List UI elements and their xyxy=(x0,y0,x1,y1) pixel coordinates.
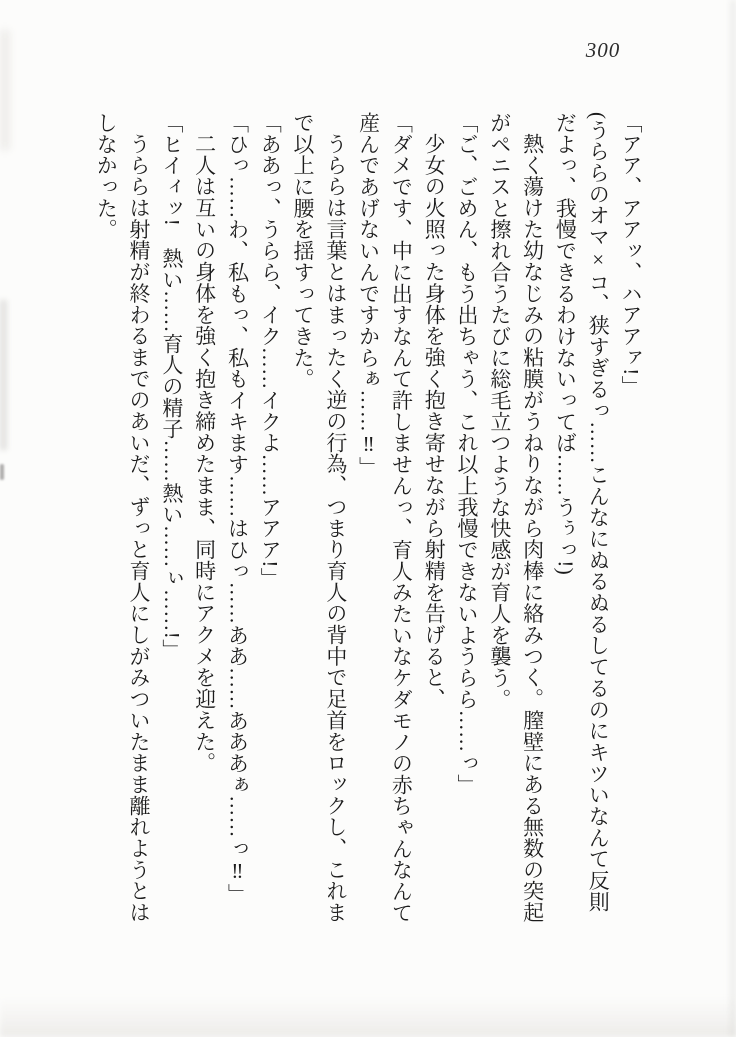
text-column: うららは言葉とはまったく逆の行為、つまり育人の背中で足首をロックし、これま xyxy=(323,133,348,923)
text-column: だよっ、我慢できるわけないってば……うぅっ!) xyxy=(553,112,578,576)
text-column: 「ヒイィッ! 熱い……育人の精子……熱い……ぃ……!」 xyxy=(159,112,184,661)
text-column: 二人は互いの身体を強く抱き締めたまま、同時にアクメを迎えた。 xyxy=(192,133,217,774)
text-column: (うららのオマ×コ、狭すぎるっ……こんなにぬるぬるしてるのにキツいなんて反則 xyxy=(586,112,611,913)
scan-smudge xyxy=(0,30,10,150)
text-column: 「ああっ、うらら、イク……イクよ……アアア!」 xyxy=(258,112,283,590)
text-column: がペニスと擦れ合うたびに総毛立つような快感が育人を襲う。 xyxy=(487,112,512,710)
text-column: 「アア、アアッ、ハアアァ!」 xyxy=(619,112,643,397)
text-column: 「ご、ごめん、もう出ちゃう、これ以上我慢できないようらら……っ」 xyxy=(455,112,480,796)
text-column: うららは射精が終わるまでのあいだ、ずっと育人にしがみついたまま離れようとは xyxy=(127,133,152,923)
text-column: 「ダメです、中に出すなんて許しませんっ、育人みたいなケダモノの赤ちゃんなんて xyxy=(389,112,414,924)
text-column: 少女の火照った身体を強く抱き寄せながら射精を告げると、 xyxy=(422,133,447,710)
scan-smudge xyxy=(0,464,4,480)
text-column: 熱く蕩けた幼なじみの粘膜がうねりながら肉棒に絡みつく。膣壁にある無数の突起 xyxy=(520,133,545,923)
text-column: 産んであげないんですからぁ……‼」 xyxy=(356,112,381,478)
page-text xyxy=(90,112,647,942)
text-column: 「ひっ……わ、私もっ、私もイキます……はひっ……ああ……あああぁ……っ‼」 xyxy=(225,112,250,905)
text-column: しなかった。 xyxy=(94,112,119,241)
scan-smudge xyxy=(0,997,736,1037)
text-column: で以上に腰を揺すってきた。 xyxy=(291,112,316,390)
page-number: 300 xyxy=(585,38,621,62)
scan-smudge xyxy=(0,300,7,450)
scan-smudge xyxy=(730,0,736,1037)
